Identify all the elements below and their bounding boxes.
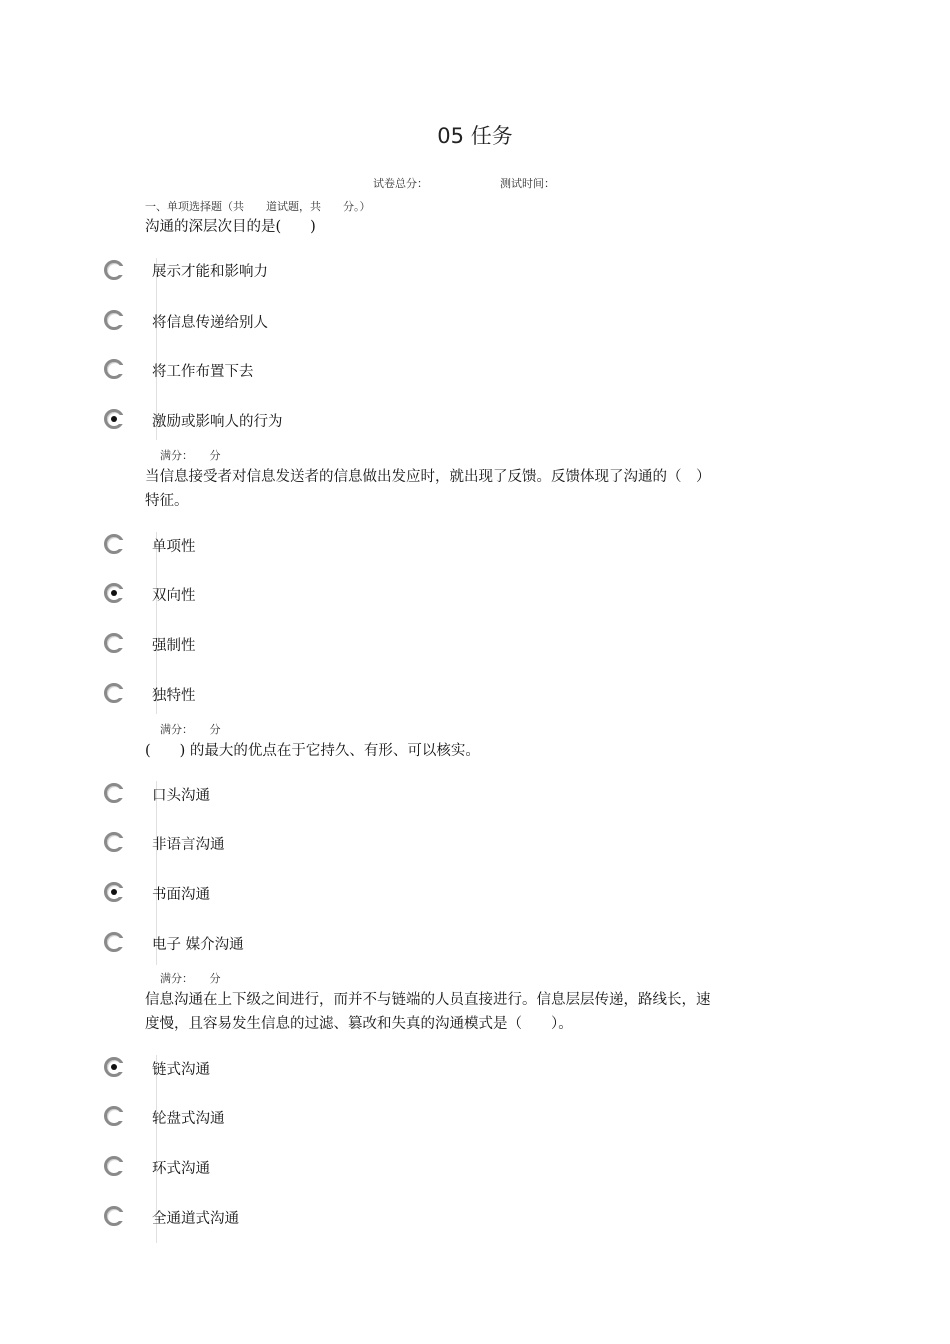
option-label: 口头沟通 [152,788,210,804]
option-label: 展示才能和影响力 [152,264,268,280]
page-title: 05 任务 [437,124,513,148]
radio-q2-opt3[interactable] [104,633,124,653]
option-label: 非语言沟通 [152,837,225,853]
question-2-text-line1: 当信息接受者对信息发送者的信息做出发应时，就出现了反馈。反馈体现了沟通的（ ） [145,469,711,485]
radio-q3-opt4[interactable] [104,932,124,952]
section-heading: 一、单项选择题（共 道试题，共 分。） [145,200,371,213]
radio-q3-opt1[interactable] [104,783,124,803]
score-label-q3: 满分： 分 [160,972,221,985]
test-time-label: 测试时间： [500,177,555,190]
radio-q4-opt1-selected[interactable] [104,1057,124,1077]
option-label: 环式沟通 [152,1161,210,1177]
radio-q4-opt3[interactable] [104,1156,124,1176]
option-label: 将信息传递给别人 [152,315,268,331]
radio-q3-opt2[interactable] [104,832,124,852]
radio-q3-opt3-selected[interactable] [104,882,124,902]
question-4-text-line2: 度慢，且容易发生信息的过滤、篡改和失真的沟通模式是（ ）。 [145,1016,573,1032]
radio-q2-opt4[interactable] [104,683,124,703]
radio-q1-opt3[interactable] [104,359,124,379]
option-label: 独特性 [152,688,196,704]
option-label: 链式沟通 [152,1062,210,1078]
total-score-label: 试卷总分： [373,177,428,190]
question-4-text-line1: 信息沟通在上下级之间进行，而并不与链端的人员直接进行。信息层层传递，路线长，速 [145,992,711,1008]
radio-q2-opt1[interactable] [104,534,124,554]
radio-q1-opt1[interactable] [104,260,124,280]
question-3-text: ( ) 的最大的优点在于它持久、有形、可以核实。 [145,743,480,759]
radio-q1-opt4-selected[interactable] [104,409,124,429]
question-2-text-line2: 特征。 [145,493,189,509]
option-label: 单项性 [152,539,196,555]
score-label-q1: 满分： 分 [160,449,221,462]
option-label: 书面沟通 [152,887,210,903]
option-label: 将工作布置下去 [152,364,254,380]
option-label: 全通道式沟通 [152,1211,239,1227]
question-1-text: 沟通的深层次目的是( ) [145,219,316,235]
option-label: 强制性 [152,638,196,654]
radio-q4-opt2[interactable] [104,1106,124,1126]
radio-q2-opt2-selected[interactable] [104,583,124,603]
score-label-q2: 满分： 分 [160,723,221,736]
option-label: 双向性 [152,588,196,604]
option-label: 电子 媒介沟通 [152,937,244,953]
radio-q1-opt2[interactable] [104,310,124,330]
option-label: 轮盘式沟通 [152,1111,225,1127]
radio-q4-opt4[interactable] [104,1206,124,1226]
option-label: 激励或影响人的行为 [152,414,283,430]
